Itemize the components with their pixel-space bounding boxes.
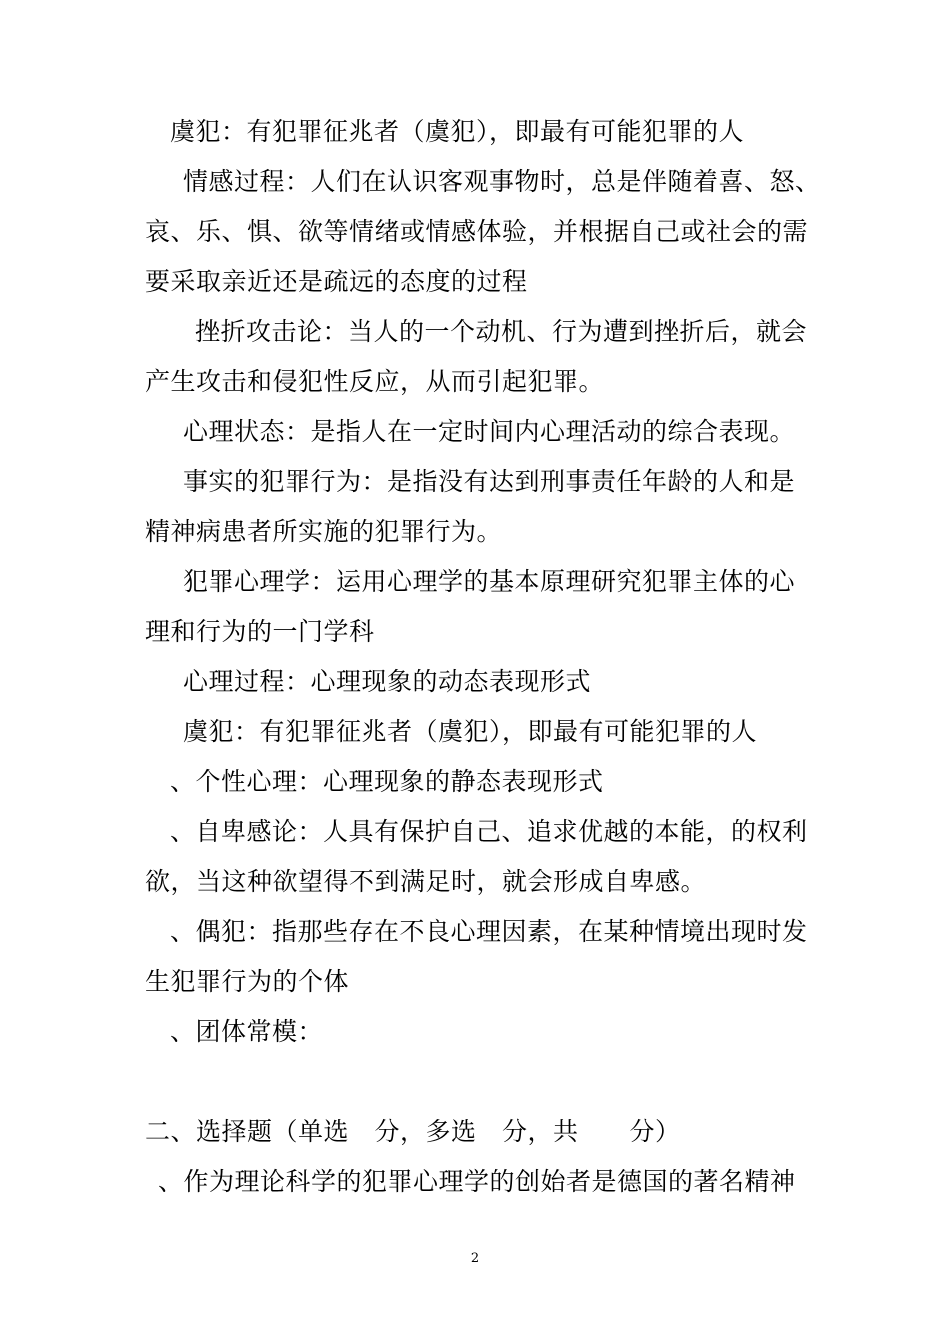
text-line-criminal-psychology: 犯罪心理学：运用心理学的基本原理研究犯罪主体的心 — [183, 567, 796, 596]
text-line-frustration-aggression: 挫折攻击论：当人的一个动机、行为遭到挫折后，就会 — [195, 317, 808, 346]
text-line-question-1: 、作为理论科学的犯罪心理学的创始者是德国的著名精神 — [158, 1167, 796, 1196]
text-line-group-norm: 、团体常模： — [170, 1017, 324, 1046]
text-line-factual-crime: 事实的犯罪行为：是指没有达到刑事责任年龄的人和是 — [183, 467, 796, 496]
text-line-criminal-psychology-cont: 理和行为的一门学科 — [145, 617, 375, 646]
text-line-inferiority-theory-cont: 欲，当这种欲望得不到满足时，就会形成自卑感。 — [145, 867, 707, 896]
text-line-frustration-aggression-cont: 产生攻击和侵犯性反应，从而引起犯罪。 — [145, 367, 605, 396]
text-line-emotion-process-cont-1: 哀、乐、惧、欲等情绪或情感体验，并根据自己或社会的需 — [145, 217, 809, 246]
text-line-mental-process: 心理过程：心理现象的动态表现形式 — [183, 667, 592, 696]
text-line-occasional-offender-cont: 生犯罪行为的个体 — [145, 967, 350, 996]
text-line-inferiority-theory: 、自卑感论：人具有保护自己、追求优越的本能，的权利 — [170, 817, 808, 846]
page-number: 2 — [470, 1251, 480, 1266]
text-line-emotion-process: 情感过程：人们在认识客观事物时，总是伴随着喜、怒、 — [183, 167, 821, 196]
text-line-yufan-definition: 虞犯：有犯罪征兆者（虞犯），即最有可能犯罪的人 — [170, 117, 745, 146]
text-line-personality: 、个性心理：心理现象的静态表现形式 — [170, 767, 604, 796]
text-line-yufan-repeat: 虞犯：有犯罪征兆者（虞犯），即最有可能犯罪的人 — [183, 717, 758, 746]
text-line-factual-crime-cont: 精神病患者所实施的犯罪行为。 — [145, 517, 503, 546]
text-line-mental-state: 心理状态：是指人在一定时间内心理活动的综合表现。 — [183, 417, 796, 446]
section-heading-multiple-choice: 二、选择题（单选 分，多选 分，共 分） — [145, 1117, 681, 1146]
text-line-emotion-process-cont-2: 要采取亲近还是疏远的态度的过程 — [145, 267, 528, 296]
text-line-occasional-offender: 、偶犯：指那些存在不良心理因素，在某种情境出现时发 — [170, 917, 808, 946]
